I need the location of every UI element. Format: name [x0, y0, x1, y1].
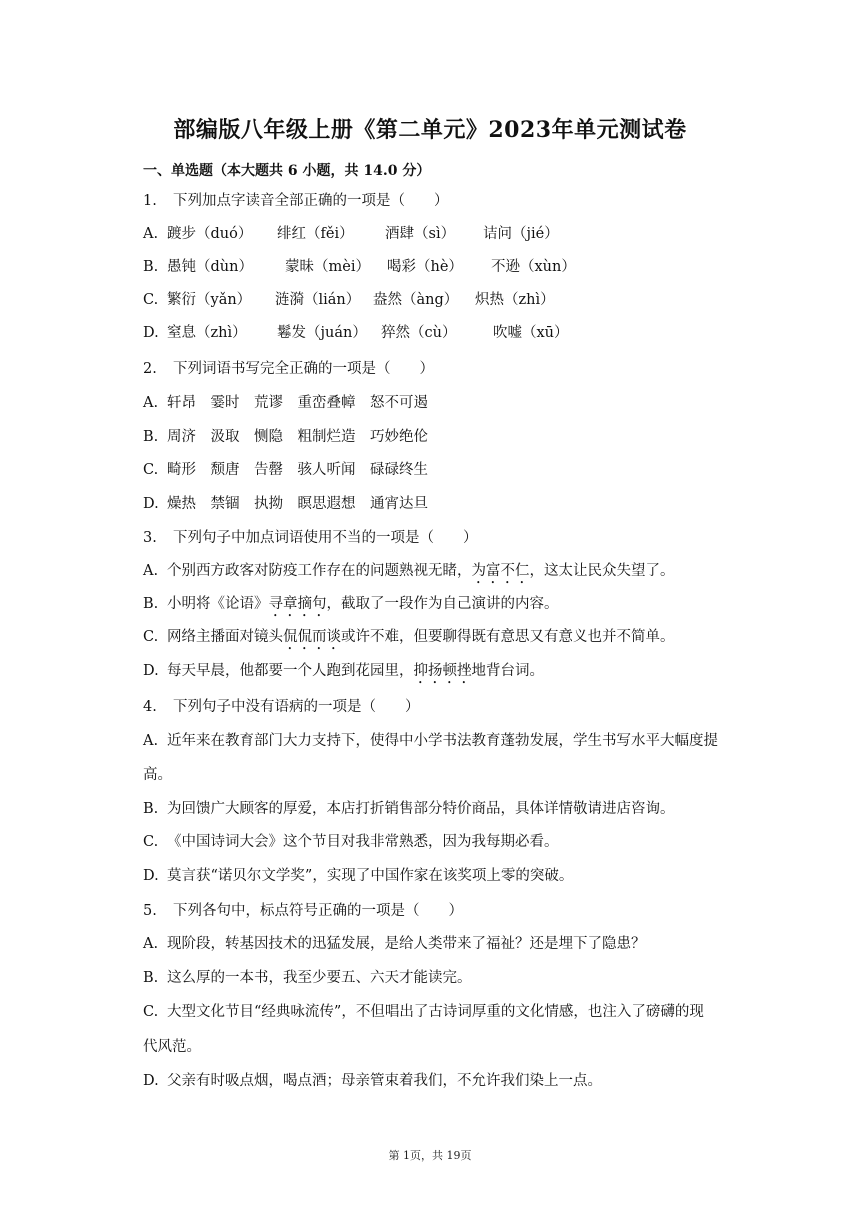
- page-title: 部编版八年级上册《第二单元》2023年单元测试卷: [173, 117, 687, 143]
- dotted-phrase: 侃侃而谈: [283, 629, 341, 645]
- question-5: 5. 下列各句中，标点符号正确的一项是（ ）: [143, 903, 463, 919]
- option-4b: B. 为回馈广大顾客的厚爱，本店打折销售部分特价商品，具体详情敬请进店咨询。: [143, 801, 675, 817]
- dotted-phrase: 寻章摘句: [268, 596, 327, 612]
- question-3: 3. 下列句子中加点词语使用不当的一项是（ ）: [143, 530, 478, 546]
- question-stem: 下列句子中加点词语使用不当的一项是（ ）: [173, 530, 478, 546]
- dotted-phrase: 抑扬顿挫: [413, 663, 472, 679]
- option-2b: B. 周济 汲取 恻隐 粗制烂造 巧妙绝伦: [143, 429, 428, 445]
- option-4a-continued: 高。: [143, 767, 172, 783]
- option-2c: C. 畸形 颓唐 告罄 骇人听闻 碌碌终生: [143, 462, 428, 478]
- question-4: 4. 下列句子中没有语病的一项是（ ）: [143, 699, 420, 715]
- option-3c: C. 网络主播面对镜头侃侃而谈或许不难，但要聊得既有意思又有意义也并不简单。: [143, 629, 675, 645]
- option-5c-continued: 代风范。: [143, 1039, 201, 1055]
- option-2d: D. 燥热 禁锢 执拗 瞑思遐想 通宵达旦: [143, 496, 428, 512]
- option-5a: A. 现阶段，转基因技术的迅猛发展，是给人类带来了福祉？还是埋下了隐患？: [143, 936, 646, 952]
- option-2a: A. 轩昂 霎时 荒谬 重峦叠幛 怒不可遏: [143, 395, 428, 411]
- option-3d: D. 每天早晨，他都要一个人跑到花园里，抑扬顿挫地背台词。: [143, 663, 544, 679]
- question-1: 1. 下列加点字读音全部正确的一项是（ ）: [143, 193, 449, 209]
- option-1a: A. 踱步（duó） 绯红（fěi） 酒肆（sì） 诘问（jié）: [143, 226, 559, 242]
- option-1b: B. 愚钝（dùn） 蒙昧（mèi） 喝彩（hè） 不逊（xùn）: [143, 259, 576, 275]
- question-stem: 下列句子中没有语病的一项是（ ）: [173, 699, 420, 715]
- question-stem: 下列词语书写完全正确的一项是（ ）: [173, 361, 434, 377]
- option-4d: D. 莫言获“诺贝尔文学奖”，实现了中国作家在该奖项上零的突破。: [143, 868, 574, 884]
- option-3a: A. 个别西方政客对防疫工作存在的问题熟视无睹，为富不仁，这太让民众失望了。: [143, 563, 675, 579]
- option-5c: C. 大型文化节目“经典咏流传”，不但唱出了古诗词厚重的文化情感，也注入了磅礴的现: [143, 1004, 704, 1020]
- question-stem: 下列各句中，标点符号正确的一项是（ ）: [173, 903, 463, 919]
- option-3b: B. 小明将《论语》寻章摘句，截取了一段作为自己演讲的内容。: [143, 596, 559, 612]
- option-1d: D. 窒息（zhì） 鬈发（juán） 猝然（cù） 吹嘘（xū）: [143, 325, 569, 341]
- option-5d: D. 父亲有时吸点烟，喝点酒；母亲管束着我们，不允许我们染上一点。: [143, 1073, 602, 1089]
- page-footer: 第 1页，共 19页: [388, 1149, 472, 1162]
- question-stem: 下列加点字读音全部正确的一项是（ ）: [173, 193, 449, 209]
- question-2: 2. 下列词语书写完全正确的一项是（ ）: [143, 361, 434, 377]
- dotted-phrase: 为富不仁: [471, 563, 530, 579]
- section-heading: 一、单选题（本大题共 6 小题，共 14.0 分）: [143, 163, 431, 179]
- option-1c: C. 繁衍（yǎn） 涟漪（lián） 盎然（àng） 炽热（zhì）: [143, 292, 555, 308]
- option-4a: A. 近年来在教育部门大力支持下，使得中小学书法教育蓬勃发展，学生书写水平大幅度提: [143, 733, 718, 749]
- option-5b: B. 这么厚的一本书，我至少要五、六天才能读完。: [143, 970, 472, 986]
- option-4c: C. 《中国诗词大会》这个节目对我非常熟悉，因为我每期必看。: [143, 834, 559, 850]
